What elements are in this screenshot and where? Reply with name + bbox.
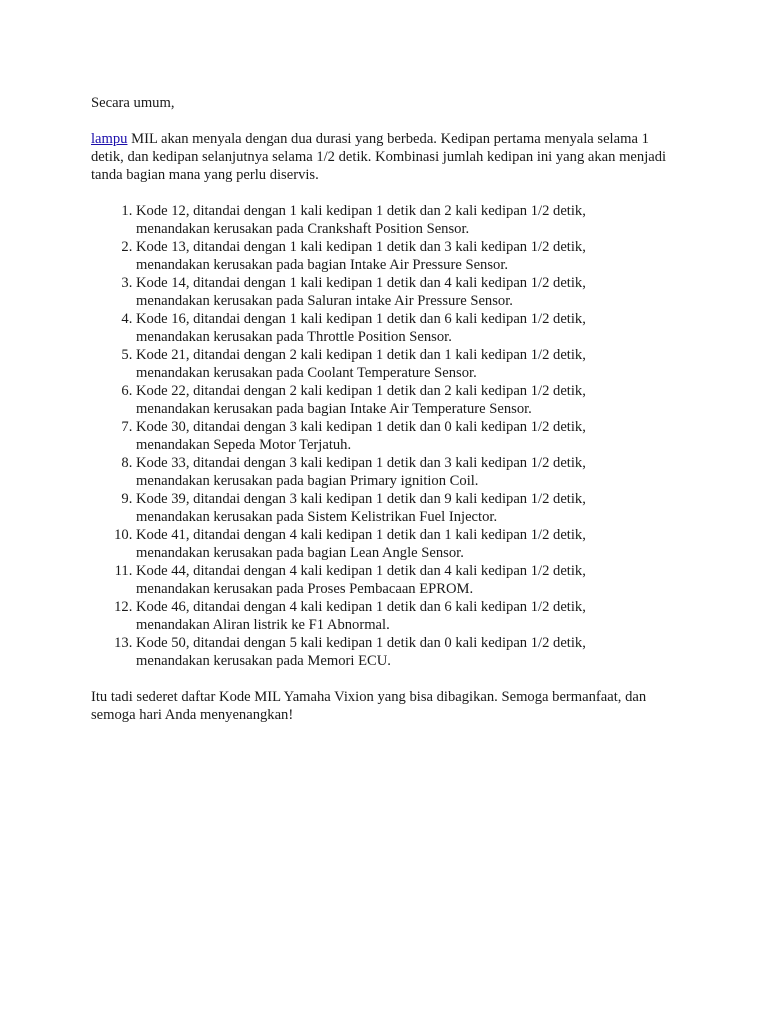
list-item: 8. Kode 33, ditandai dengan 3 kali kedipan 1 detik dan 3 kali kedipan 1/2 detik, menandakan kerusakan pada bagian Primary ignition Coil. — [136, 454, 606, 490]
lampu-link[interactable]: lampu — [91, 131, 128, 147]
greeting-text: Secara umum, — [91, 95, 175, 111]
intro-text: MIL akan menyala dengan dua durasi yang berbeda. Kedipan pertama menyala selama 1 detik, dan kedipan selanjutnya selama 1/2 detik. Kombinasi jumlah kedipan ini yang akan menjadi tanda bagian mana yang perlu diservis. — [91, 131, 667, 183]
list-item: 1. Kode 12, ditandai dengan 1 kali kedipan 1 detik dan 2 kali kedipan 1/2 detik, menandakan kerusakan pada Crankshaft Position Sensor. — [136, 202, 606, 238]
list-item: 5. Kode 21, ditandai dengan 2 kali kedipan 1 detik dan 1 kali kedipan 1/2 detik, menandakan kerusakan pada Coolant Temperature Sensor. — [136, 346, 606, 382]
list-item: 3. Kode 14, ditandai dengan 1 kali kedipan 1 detik dan 4 kali kedipan 1/2 detik, menandakan kerusakan pada Saluran intake Air Pressure Sensor. — [136, 274, 606, 310]
list-item: 7. Kode 30, ditandai dengan 3 kali kedipan 1 detik dan 0 kali kedipan 1/2 detik, menandakan Sepeda Motor Terjatuh. — [136, 418, 606, 454]
intro-paragraph — [91, 130, 681, 184]
list-item: 13. Kode 50, ditandai dengan 5 kali kedipan 1 detik dan 0 kali kedipan 1/2 detik, menandakan kerusakan pada Memori ECU. — [136, 634, 606, 670]
document-page — [91, 94, 681, 724]
mil-code-list — [91, 202, 606, 670]
list-item: 4. Kode 16, ditandai dengan 1 kali kedipan 1 detik dan 6 kali kedipan 1/2 detik, menandakan kerusakan pada Throttle Position Sensor. — [136, 310, 606, 346]
list-item: 9. Kode 39, ditandai dengan 3 kali kedipan 1 detik dan 9 kali kedipan 1/2 detik, menandakan kerusakan pada Sistem Kelistrikan Fuel Injector. — [136, 490, 606, 526]
list-item: 11. Kode 44, ditandai dengan 4 kali kedipan 1 detik dan 4 kali kedipan 1/2 detik, menandakan kerusakan pada Proses Pembacaan EPROM. — [136, 562, 606, 598]
list-item: 2. Kode 13, ditandai dengan 1 kali kedipan 1 detik dan 3 kali kedipan 1/2 detik, menandakan kerusakan pada bagian Intake Air Pressure Sensor. — [136, 238, 606, 274]
list-item: 6. Kode 22, ditandai dengan 2 kali kedipan 1 detik dan 2 kali kedipan 1/2 detik, menandakan kerusakan pada bagian Intake Air Temperature Sensor. — [136, 382, 606, 418]
list-item: 10. Kode 41, ditandai dengan 4 kali kedipan 1 detik dan 1 kali kedipan 1/2 detik, menandakan kerusakan pada bagian Lean Angle Sensor. — [136, 526, 606, 562]
closing-paragraph: Itu tadi sederet daftar Kode MIL Yamaha Vixion yang bisa dibagikan. Semoga bermanfaat, dan semoga hari Anda menyenangkan! — [91, 689, 647, 723]
list-item: 12. Kode 46, ditandai dengan 4 kali kedipan 1 detik dan 6 kali kedipan 1/2 detik, menandakan Aliran listrik ke F1 Abnormal. — [136, 598, 606, 634]
